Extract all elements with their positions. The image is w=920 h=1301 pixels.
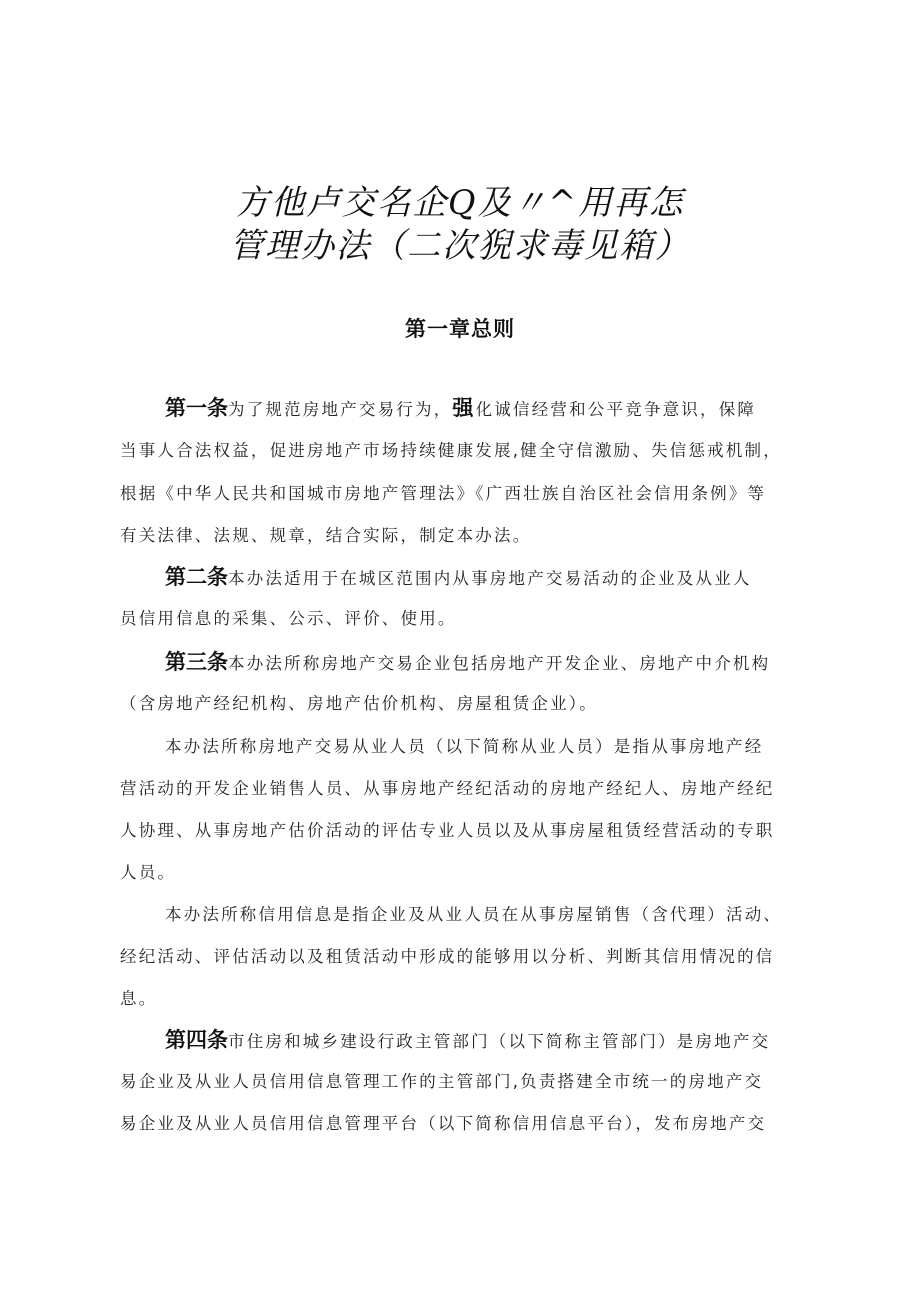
paragraph-line: 根据《中华人民共和国城市房地产管理法》《广西壮族自治区社会信用条例》等 xyxy=(120,484,767,503)
article-2-first-line xyxy=(165,565,752,591)
paragraph-line: 息。 xyxy=(120,989,158,1008)
paragraph-line: 经纪活动、评估活动以及租赁活动中形成的能够用以分析、判断其信用情况的信 xyxy=(120,947,775,966)
article-3-first-line xyxy=(165,650,770,676)
paragraph-line: 员信用信息的采集、公示、评价、使用。 xyxy=(120,609,457,628)
paragraph-line: 人协理、从事房地产估价活动的评估专业人员以及从事房屋租赁经营活动的专职 xyxy=(120,821,775,840)
paragraph-line: 营活动的开发企业销售人员、从事房地产经纪活动的房地产经纪人、房地产经纪 xyxy=(120,779,775,798)
article-emphasis: 强 xyxy=(452,396,476,420)
article-label: 第二条 xyxy=(165,565,228,589)
document-title-line-2: 管理办法（二次猊求毒见箱） xyxy=(229,226,691,266)
article-4-first-line xyxy=(165,1028,770,1054)
chapter-heading: 第一章总则 xyxy=(405,317,515,341)
paragraph-line: 本办法所称信用信息是指企业及从业人员在从事房屋销售（含代理）活动、 xyxy=(165,905,783,924)
article-1-first-line xyxy=(165,396,756,422)
article-label: 第一条 xyxy=(165,396,228,420)
article-text: 市住房和城乡建设行政主管部门（以下简称主管部门）是房地产交 xyxy=(228,1032,771,1051)
article-text: 本办法所称房地产交易企业包括房地产开发企业、房地产中介机构 xyxy=(228,654,771,673)
article-text: 本办法适用于在城区范围内从事房地产交易活动的企业及从业人 xyxy=(228,569,752,588)
paragraph-line: 人员。 xyxy=(120,863,177,882)
paragraph-line: 本办法所称房地产交易从业人员（以下简称从业人员）是指从事房地产经 xyxy=(165,737,764,756)
paragraph-line: 当事人合法权益，促进房地产市场持续健康发展,健全守信激励、失信惩戒机制， xyxy=(120,441,782,460)
article-label: 第三条 xyxy=(165,650,228,674)
paragraph-line: 易企业及从业人员信用信息管理工作的主管部门,负责搭建全市统一的房地产交 xyxy=(120,1072,764,1091)
article-text: 化诚信经营和公平竞争意识，保障 xyxy=(475,400,757,419)
article-label: 第四条 xyxy=(165,1028,228,1052)
document-title-line-1: 方他卢交名企Q及〃^用再怎 xyxy=(235,183,685,223)
paragraph-line: 易企业及从业人员信用信息管理平台（以下简称信用信息平台），发布房地产交 xyxy=(120,1114,767,1133)
paragraph-line: 有关法律、法规、规章，结合实际，制定本办法。 xyxy=(120,526,532,545)
article-text: 为了规范房地产交易行为， xyxy=(228,400,453,419)
paragraph-line: （含房地产经纪机构、房地产估价机构、房屋租赁企业）。 xyxy=(120,694,598,713)
